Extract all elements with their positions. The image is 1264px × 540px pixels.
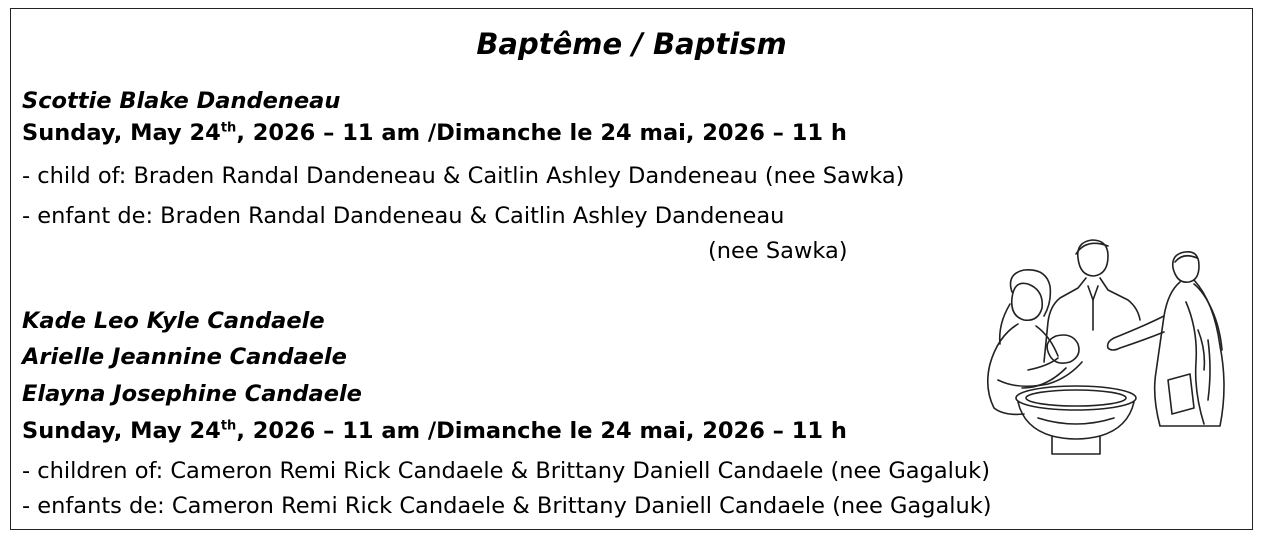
date-text: Sunday, May 24 [22, 418, 221, 444]
parents-line-fr-continued: (nee Sawka) [708, 238, 848, 264]
date-suffix: th [220, 120, 237, 136]
baptism-scene-illustration [958, 230, 1248, 460]
parents-line-en: - children of: Cameron Remi Rick Candaele & Brittany Daniell Candaele (nee Gagaluk) [22, 458, 990, 484]
parents-line-fr: - enfant de: Braden Randal Dandeneau & Caitlin Ashley Dandeneau [22, 203, 785, 229]
parents-line-fr: - enfants de: Cameron Remi Rick Candaele & Brittany Daniell Candaele (nee Gagaluk) [22, 493, 992, 519]
child-name: Kade Leo Kyle Candaele [22, 308, 325, 334]
baptismal-font [1016, 386, 1136, 454]
date-suffix: th [220, 418, 237, 434]
baptism-date [22, 120, 847, 146]
parents-line-en: - child of: Braden Randal Dandeneau & Caitlin Ashley Dandeneau (nee Sawka) [22, 163, 905, 189]
father-figure [1044, 240, 1140, 362]
page-title: Baptême / Baptism [476, 27, 787, 61]
child-name: Elayna Josephine Candaele [22, 381, 362, 407]
date-text-rest: , 2026 – 11 am /Dimanche le 24 mai, 2026 – 11 h [236, 120, 847, 146]
date-text: Sunday, May 24 [22, 120, 221, 146]
child-name: Arielle Jeannine Candaele [22, 344, 347, 370]
baby-figure [1022, 335, 1079, 388]
date-text-rest: , 2026 – 11 am /Dimanche le 24 mai, 2026 – 11 h [236, 418, 847, 444]
baptism-date [22, 418, 847, 444]
child-name: Scottie Blake Dandeneau [22, 88, 341, 114]
